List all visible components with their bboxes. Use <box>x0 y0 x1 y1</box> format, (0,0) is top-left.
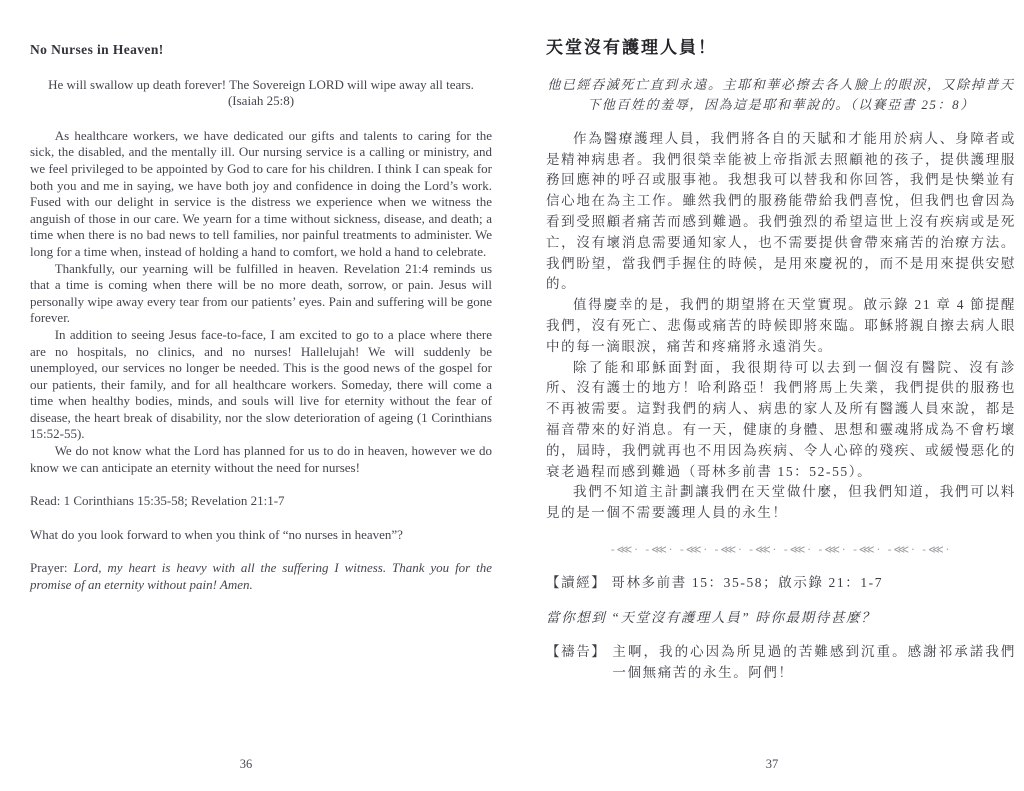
prayer-label-english: Prayer: <box>30 560 68 576</box>
left-page-english <box>30 42 492 594</box>
paragraph-english-2: Thankfully, our yearning will be fulfilled in heaven. Revelation 21:4 reminds us that a time is coming when there will be no more death, sorrow, or pain. Jesus will personally wipe away every tear from our patients’ eyes. Pain and suffering will be gone forever. <box>30 260 492 326</box>
paragraph-english-1: As healthcare workers, we have dedicated our gifts and talents to caring for the sick, the disabled, and the mentally ill. Our nursing service is a calling or ministry, and we feel privileged to be appointed by God to care for his children. I think I can speak for both you and me in saying, we have both joy and confidence in doing the Lord’s work. Fused with our delight in service is the distress we experience when we witness the anguish of those in our care. We yearn for a time without sickness, disease, and death; a time when there is no bad news to tell families, nor painful treatments to administer. We long for a time when, instead of holding a hand to comfort, we hold a hand to celebrate. <box>30 127 492 259</box>
right-page-chinese <box>546 38 1016 684</box>
paragraph-chinese-2: 值得慶幸的是，我們的期望將在天堂實現。啟示錄 21 章 4 節提醒我們，沒有死亡、悲傷或痛苦的時候即將來臨。耶穌將親自擦去病人眼中的每一滴眼淚，痛苦和疼痛將永遠消失。 <box>546 297 1016 354</box>
body-english <box>30 128 492 476</box>
page-title-chinese: 天堂沒有護理人員！ <box>546 38 717 57</box>
read-reference-chinese: 【讀經】 哥林多前書 15：35-58；啟示錄 21：1-7 <box>546 574 884 590</box>
epigraph-english <box>30 77 492 110</box>
prayer-text-chinese: 主啊，我的心因為所見過的苦難感到沉重。感謝祁承諾我們一個無痛苦的永生。阿們！ <box>612 644 1016 681</box>
read-reference-english: Read: 1 Corinthians 15:35-58; Revelation 21:1-7 <box>30 493 285 509</box>
paragraph-chinese-1: 作為醫療護理人員，我們將各自的天賦和才能用於病人、身障者或是精神病患者。我們很榮幸能被上帝指派去照顧祂的孩子，提供護理服務回應神的呼召或服事祂。我想我可以替我和你回答，我們是快樂並有信心地在為主工作。雖然我們的服務能帶給我們喜悅，但我們也會因為看到受照顧者痛苦而感到難過。我們強烈的希望這世上沒有疾病或是死亡，沒有壞消息需要通知家人，也不需要提供會帶來痛苦的治療方法。我們盼望，當我們手握住的時候，是用來慶祝的，而不是用來提供安慰的。 <box>546 130 1016 292</box>
epigraph-chinese <box>546 75 1016 115</box>
epigraph-english-line2: (Isaiah 25:8) <box>227 93 295 109</box>
reflection-question-chinese: 當你想到 “天堂沒有護理人員” 時你最期待甚麼？ <box>546 609 877 625</box>
body-chinese <box>546 129 1016 524</box>
epigraph-chinese-line2: 下他百姓的羞辱，因為這是耶和華說的。（以賽亞書 25：8） <box>587 96 975 112</box>
paragraph-chinese-4: 我們不知道主計劃讓我們在天堂做什麼，但我們知道，我們可以料見的是一個不需要護理人員的永生！ <box>546 484 1016 521</box>
reflection-question-english: What do you look forward to when you think of “no nurses in heaven”? <box>30 526 403 542</box>
page-title-english: No Nurses in Heaven! <box>30 42 164 57</box>
page-number-right: 37 <box>765 757 779 771</box>
prayer-english <box>30 560 492 593</box>
paragraph-chinese-3: 除了能和耶穌面對面，我很期待可以去到一個沒有醫院、沒有診所、沒有護士的地方！哈利路亞！我們將馬上失業，我們提供的服務也不再被需要。這對我們的病人、病患的家人及所有醫護人員來說，都是福音帶來的好消息。有一天，健康的身體、思想和靈魂將成為不會朽壞的，屆時，我們就再也不用因為疾病、令人心碎的殘疾、或緩慢惡化的衰老過程而感到難過（哥林多前書 15：52-55）。 <box>546 359 1016 479</box>
paragraph-english-4: We do not know what the Lord has planned for us to do in heaven, however we do know we can anticipate an eternity without the need for nurses! <box>30 443 492 475</box>
prayer-chinese <box>546 642 1016 684</box>
epigraph-chinese-line1: 他已經吞滅死亡直到永遠。主耶和華必擦去各人臉上的眼淚，又除掉普天 <box>547 76 1015 92</box>
vine-ornament-divider: -⋘· -⋘· -⋘· -⋘· -⋘· -⋘· -⋘· -⋘· -⋘· -⋘· <box>610 542 952 556</box>
paragraph-english-3: In addition to seeing Jesus face-to-face, I am excited to go to a place where there are no hospitals, no clinics, and no nurses! Hallelujah! We will suddenly be unemployed, our services no longer be needed. This is the good news of the gospel for our patients, their family, and for all healthcare workers. Someday, there will come a time when healthy bodies, minds, and souls will live for eternity without the fear of disease, the heart break of disability, nor the slow deterioration of ageing (1 Corinthians 15:52-55). <box>30 326 492 442</box>
page-number-left: 36 <box>239 757 253 771</box>
epigraph-english-line1: He will swallow up death forever! The Sovereign LORD will wipe away all tears. <box>48 76 474 92</box>
prayer-label-chinese: 【禱告】 <box>546 644 607 660</box>
prayer-text-english: Lord, my heart is heavy with all the suffering I witness. Thank you for the promise of an eternity without pain! Amen. <box>30 560 493 593</box>
